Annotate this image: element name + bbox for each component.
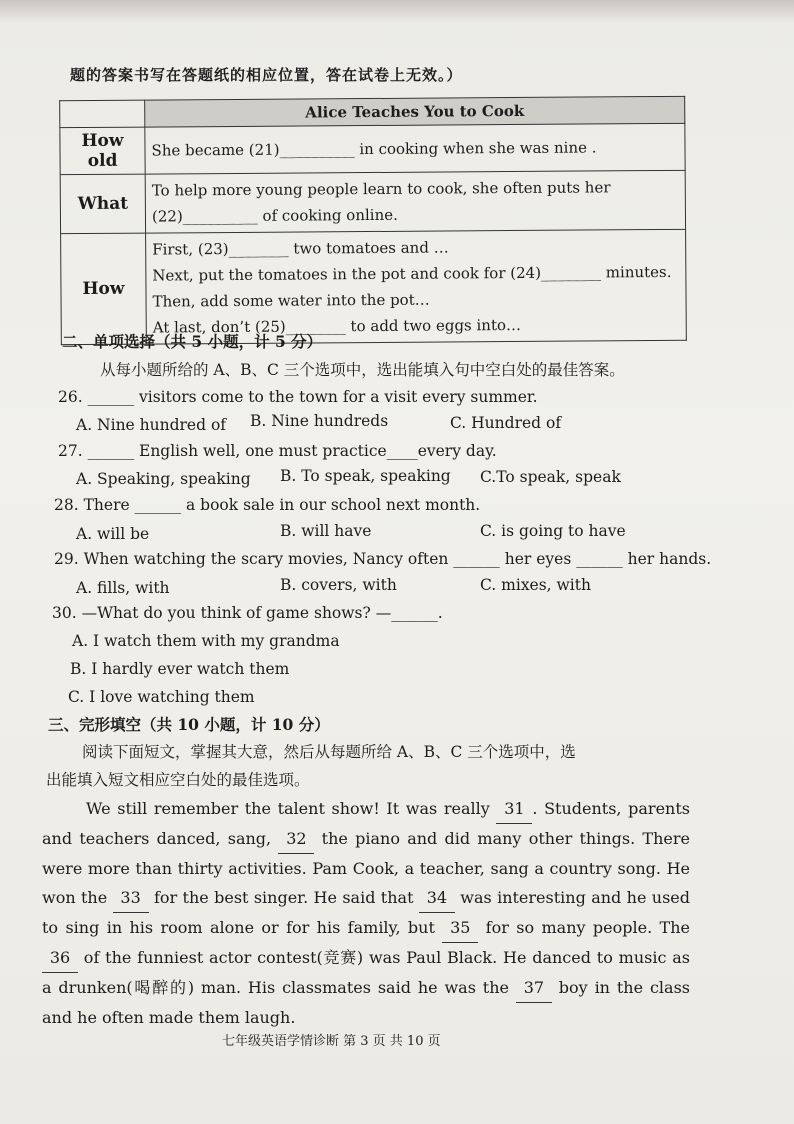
q26-stem: 26. ______ visitors come to the town for a visit every summer. xyxy=(58,388,538,406)
row-text-23: First, (23)________ two tomatoes and … xyxy=(152,238,449,259)
passage-text: the piano and did many other things. There were more than thirty activities. Pam Cook, a teacher, sang a country song. He won the xyxy=(42,829,690,907)
passage-text: of the funniest actor contest(竞赛) was Paul Black. He danced to music as a drunken(喝醉的) man. His classmates said he was the xyxy=(42,948,690,997)
row-text-21: She became (21)__________ in cooking when she was nine . xyxy=(145,123,685,174)
q30-stem: 30. —What do you think of game shows? —______. xyxy=(52,604,443,622)
row-head-how-old: How old xyxy=(60,127,145,175)
row-text-25: At last, don’t (25)________ to add two eggs into… xyxy=(152,315,522,337)
row-text-24: Next, put the tomatoes in the pot and cook for (24)________ minutes. xyxy=(152,262,672,285)
q26-option-b: B. Nine hundreds xyxy=(250,412,389,430)
q29-option-b: B. covers, with xyxy=(280,576,397,594)
q29-stem: 29. When watching the scary movies, Nancy often ______ her eyes ______ her hands. xyxy=(54,550,712,568)
table-corner xyxy=(60,100,145,128)
q29-option-c: C. mixes, with xyxy=(480,576,591,594)
q27-option-a: A. Speaking, speaking xyxy=(76,470,251,488)
q28-stem: 28. There ______ a book sale in our school next month. xyxy=(54,496,481,514)
cloze-blank-33: 33 xyxy=(113,883,149,913)
row-text-22: To help more young people learn to cook, she often puts her (22)__________ of cooking online. xyxy=(145,170,685,233)
q30-option-c: C. I love watching them xyxy=(68,688,255,706)
passage-text: boy in the class and he often made them laugh. xyxy=(42,978,690,1027)
q27-option-b: B. To speak, speaking xyxy=(280,467,451,485)
row-head-what: What xyxy=(60,174,145,234)
cloze-blank-31: 31 xyxy=(496,794,532,824)
q27-option-c: C.To speak, speak xyxy=(480,468,621,486)
row-head-how: How xyxy=(61,233,147,345)
passage-text: for so many people. The xyxy=(478,918,691,937)
cloze-blank-34: 34 xyxy=(419,883,455,913)
scan-edge xyxy=(0,0,794,22)
row-how-cell xyxy=(146,229,687,344)
section3-instruction-2: 出能填入短文相应空白处的最佳选项。 xyxy=(46,771,310,789)
instruction-note: 题的答案书写在答题纸的相应位置，答在试卷上无效。） xyxy=(70,66,463,84)
table-title: Alice Teaches You to Cook xyxy=(145,96,685,127)
cloze-blank-37: 37 xyxy=(516,973,552,1003)
passage-text: . Students, parents and teachers danced, sang, xyxy=(42,799,690,848)
passage-text: for the best singer. He said that xyxy=(148,888,419,907)
recipe-table xyxy=(59,96,687,345)
q28-option-a: A. will be xyxy=(76,525,150,543)
q30-option-b: B. I hardly ever watch them xyxy=(70,660,290,678)
cloze-blank-32: 32 xyxy=(278,824,314,854)
q26-option-a: A. Nine hundred of xyxy=(76,416,227,434)
section2-instruction: 从每小题所给的 A、B、C 三个选项中，选出能填入句中空白处的最佳答案。 xyxy=(100,361,625,379)
q30-option-a: A. I watch them with my grandma xyxy=(72,632,340,650)
passage-text: was interesting and he used to sing in his room alone or for his family, but xyxy=(42,888,691,937)
page-footer: 七年级英语学情诊断 第 3 页 共 10 页 xyxy=(222,1034,441,1049)
row-text-then: Then, add some water into the pot… xyxy=(152,290,430,311)
q28-option-c: C. is going to have xyxy=(480,522,626,540)
cloze-blank-36: 36 xyxy=(42,943,78,973)
q27-stem: 27. ______ English well, one must practice____every day. xyxy=(58,442,497,460)
q28-option-b: B. will have xyxy=(280,522,372,540)
passage-text: We still remember the talent show! It was really xyxy=(86,799,497,818)
section3-instruction-1: 阅读下面短文，掌握其大意，然后从每题所给 A、B、C 三个选项中，选 xyxy=(82,743,576,761)
cloze-passage xyxy=(42,794,690,1032)
section2-title: 二、单项选择（共 5 小题，计 5 分） xyxy=(62,332,323,351)
q26-option-c: C. Hundred of xyxy=(450,414,562,432)
q29-option-a: A. fills, with xyxy=(76,579,170,597)
section3-title: 三、完形填空（共 10 小题，计 10 分） xyxy=(48,715,330,734)
cloze-blank-35: 35 xyxy=(442,913,478,943)
